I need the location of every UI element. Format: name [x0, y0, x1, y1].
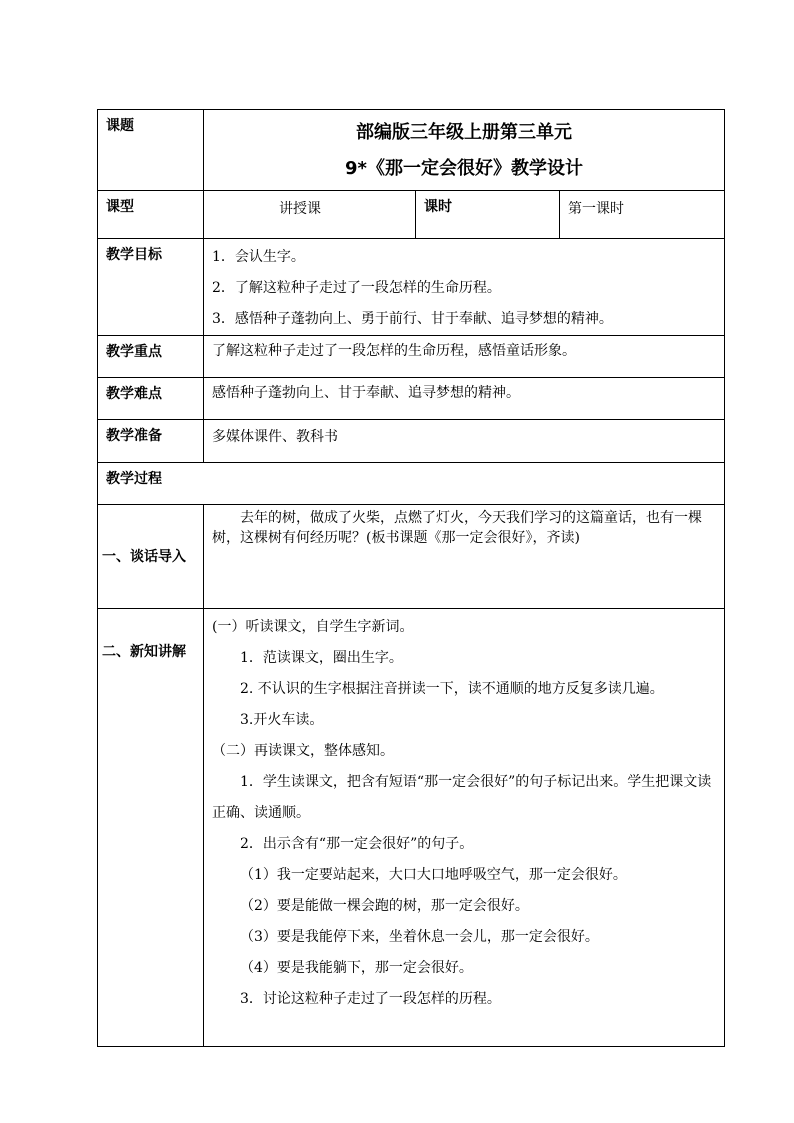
goals-list — [204, 239, 725, 336]
row-difficulty — [98, 378, 725, 420]
key-label: 教学重点 — [98, 336, 204, 378]
new-paragraph: 1．学生读课文，把含有短语“那一定会很好”的句子标记出来。学生把课文读正确、读通顺。 — [212, 774, 712, 821]
row-intro — [98, 505, 725, 609]
difficulty-label: 教学难点 — [98, 378, 204, 420]
row-key — [98, 336, 725, 378]
course-label: 课题 — [98, 110, 204, 191]
goal-item: 1．会认生字。 — [212, 249, 305, 265]
new-line: (一）听读课文，自学生字新词。 — [212, 619, 414, 635]
new-line: （1）我一定要站起来，大口大口地呼吸空气，那一定会很好。 — [240, 867, 627, 883]
new-line: 3.开火车读。 — [240, 712, 324, 728]
goal-item: 2．了解这粒种子走过了一段怎样的生命历程。 — [212, 280, 501, 296]
new-line: 1．范读课文，圈出生字。 — [240, 650, 403, 666]
intro-text: 去年的树，做成了火柴，点燃了灯火，今天我们学习的这篇童话，也有一棵树，这棵树有何经历呢？(板书课题《那一定会很好》，齐读) — [204, 505, 725, 609]
goal-item: 3．感悟种子蓬勃向上、勇于前行、甘于奉献、追寻梦想的精神。 — [212, 311, 613, 327]
course-title — [204, 110, 725, 191]
new-line: （3）要是我能停下来，坐着休息一会儿，那一定会很好。 — [240, 929, 599, 945]
new-line: 2．出示含有“那一定会很好”的句子。 — [240, 836, 474, 852]
difficulty-value: 感悟种子蓬勃向上、甘于奉献、追寻梦想的精神。 — [204, 378, 725, 420]
row-type — [98, 191, 725, 239]
new-line: 2. 不认识的生字根据注音拼读一下，读不通顺的地方反复多读几遍。 — [240, 681, 664, 697]
row-goals — [98, 239, 725, 336]
new-label: 二、新知讲解 — [98, 609, 204, 1047]
row-prep — [98, 420, 725, 463]
intro-label: 一、谈话导入 — [98, 505, 204, 609]
prep-label: 教学准备 — [98, 420, 204, 463]
period-value: 第一课时 — [560, 191, 725, 239]
row-process — [98, 463, 725, 505]
new-line: 3．讨论这粒种子走过了一段怎样的历程。 — [240, 991, 501, 1007]
new-line: （4）要是我能躺下，那一定会很好。 — [240, 960, 473, 976]
course-title-line2: 9*《那一定会很好》教学设计 — [345, 158, 583, 179]
period-label: 课时 — [416, 191, 560, 239]
key-value: 了解这粒种子走过了一段怎样的生命历程，感悟童话形象。 — [204, 336, 725, 378]
new-content — [204, 609, 725, 1047]
new-line: （2）要是能做一棵会跑的树，那一定会很好。 — [240, 898, 529, 914]
row-course — [98, 110, 725, 191]
goals-label: 教学目标 — [98, 239, 204, 336]
type-label: 课型 — [98, 191, 204, 239]
lesson-plan-table — [97, 109, 725, 1047]
type-value: 讲授课 — [204, 191, 416, 239]
process-label: 教学过程 — [98, 463, 725, 505]
prep-value: 多媒体课件、教科书 — [204, 420, 725, 463]
course-title-line1: 部编版三年级上册第三单元 — [356, 122, 572, 143]
new-line: （二）再读课文，整体感知。 — [212, 743, 394, 759]
row-new — [98, 609, 725, 1047]
